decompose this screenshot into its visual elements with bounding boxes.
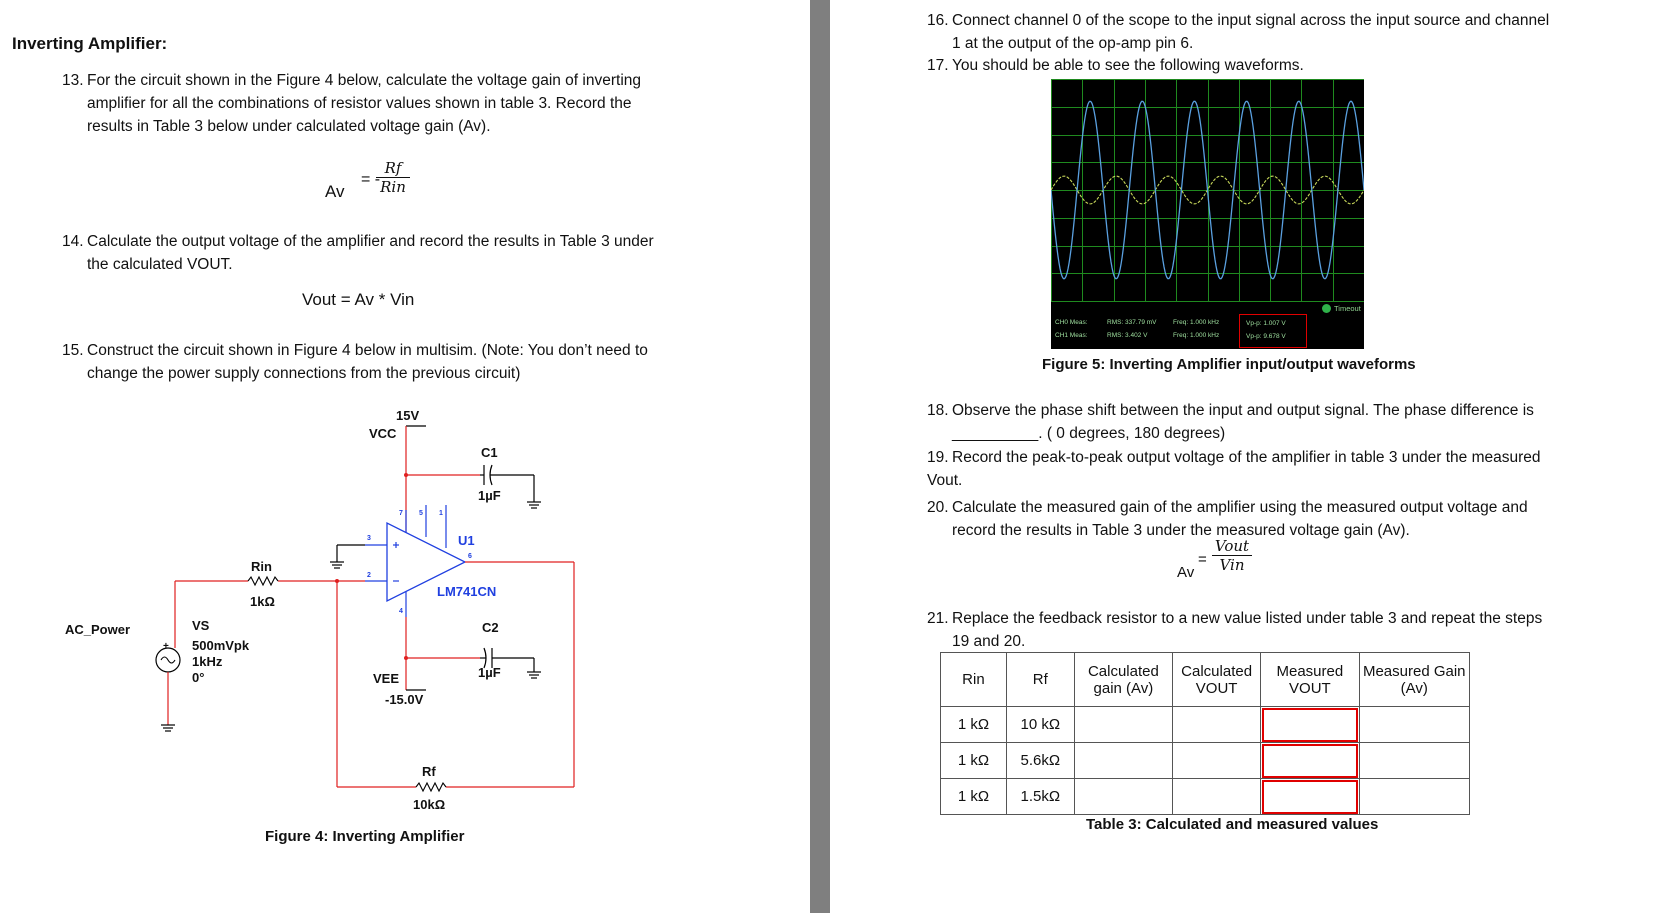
cell-measured-gain[interactable]	[1359, 779, 1470, 815]
rf-resistor	[416, 783, 446, 791]
step-14-line-1: Calculate the output voltage of the amplifier and record the results in Table 3 under	[87, 233, 654, 250]
ch1-rms: RMS: 3.402 V	[1107, 332, 1148, 339]
table-row	[941, 779, 1470, 815]
cell-rin: 1 kΩ	[941, 743, 1007, 779]
cell-calculated-gain[interactable]	[1074, 743, 1172, 779]
formula-1-lhs: Av	[325, 182, 345, 201]
formula-1-eq: = -	[361, 171, 381, 188]
ch1-vpp: Vp-p: 9.678 V	[1246, 333, 1286, 340]
timeout-label: Timeout	[1334, 304, 1361, 313]
left-page	[0, 0, 810, 913]
formula-3-fraction	[1212, 537, 1252, 574]
rin-label: Rin	[251, 559, 272, 574]
step-21-number: 21.	[927, 610, 949, 627]
step-18-options: . ( 0 degrees, 180 degrees)	[1038, 425, 1226, 442]
figure-4-caption: Figure 4: Inverting Amplifier	[265, 828, 465, 845]
ch0-meas-label: CH0 Meas:	[1055, 319, 1088, 326]
pin-6: 6	[468, 553, 472, 560]
step-14-line-2: the calculated VOUT.	[87, 256, 233, 273]
source-ref: VS	[192, 618, 210, 633]
source-phase: 0°	[192, 670, 205, 685]
step-15-line-1: Construct the circuit shown in Figure 4 below in multisim. (Note: You don’t need to	[87, 342, 648, 359]
u1-part: LM741CN	[437, 584, 497, 599]
step-14-number: 14.	[62, 233, 84, 250]
timeout-indicator-icon	[1322, 304, 1331, 313]
cell-rf: 10 kΩ	[1006, 707, 1074, 743]
step-21-line-2: 19 and 20.	[952, 633, 1026, 650]
header-measured-vout: Measured VOUT	[1261, 653, 1359, 707]
pin-2: 2	[367, 572, 371, 579]
formula-2: Vout = Av * Vin	[302, 290, 415, 309]
cell-calculated-vout[interactable]	[1173, 707, 1261, 743]
source-frequency: 1kHz	[192, 654, 223, 669]
vpp-highlight-box	[1239, 314, 1307, 348]
vcc-value: 15V	[396, 408, 420, 423]
cell-calculated-vout[interactable]	[1173, 743, 1261, 779]
step-21-text	[952, 607, 1652, 653]
step-13-line-2: amplifier for all the combinations of resistor values shown in table 3. Record the	[87, 95, 632, 112]
right-page	[830, 0, 1668, 913]
step-13-line-3: results in Table 3 below under calculated voltage gain (Av).	[87, 118, 491, 135]
c2-value: 1µF	[478, 665, 501, 680]
table-row	[941, 743, 1470, 779]
table-3-caption: Table 3: Calculated and measured values	[1086, 816, 1379, 833]
rf-value: 10kΩ	[413, 797, 446, 812]
figure-5-caption: Figure 5: Inverting Amplifier input/output waveforms	[1042, 356, 1416, 373]
vee-value: -15.0V	[385, 692, 424, 707]
cell-rin: 1 kΩ	[941, 707, 1007, 743]
step-18-text	[952, 399, 1652, 445]
pin-1: 1	[439, 510, 443, 517]
step-16-line-2: 1 at the output of the op-amp pin 6.	[952, 35, 1194, 52]
cell-rin: 1 kΩ	[941, 779, 1007, 815]
step-18-number: 18.	[927, 402, 949, 419]
sine-icon	[161, 657, 175, 663]
scope-plot	[1051, 79, 1364, 349]
ch1-freq: Freq: 1.000 kHz	[1173, 332, 1220, 339]
c1-label: C1	[481, 445, 498, 460]
step-20-number: 20.	[927, 499, 949, 516]
cell-rf: 5.6kΩ	[1006, 743, 1074, 779]
cell-measured-vout[interactable]	[1261, 707, 1359, 743]
formula-1-numerator: Rf	[376, 159, 410, 178]
rin-value: 1kΩ	[250, 594, 275, 609]
header-measured-gain: Measured Gain (Av)	[1359, 653, 1470, 707]
step-13-number: 13.	[62, 72, 84, 89]
source-name: AC_Power	[65, 622, 131, 637]
step-19-line-2: Vout.	[927, 472, 963, 489]
c1-value: 1µF	[478, 488, 501, 503]
header-rf: Rf	[1006, 653, 1074, 707]
formula-1-denominator: Rin	[380, 178, 406, 196]
header-calculated-vout: Calculated VOUT	[1173, 653, 1261, 707]
formula-3-lhs: Av	[1177, 564, 1195, 581]
ch0-freq: Freq: 1.000 kHz	[1173, 319, 1220, 326]
formula-3-eq: =	[1198, 551, 1207, 568]
circuit-schematic	[0, 0, 810, 913]
step-15-number: 15.	[62, 342, 84, 359]
header-calculated-gain: Calculated gain (Av)	[1074, 653, 1172, 707]
source-plus-sign: +	[163, 641, 169, 652]
source-amplitude: 500mVpk	[192, 638, 250, 653]
ch0-vpp: Vp-p: 1.007 V	[1246, 320, 1286, 327]
step-21-line-1: Replace the feedback resistor to a new value listed under table 3 and repeat the steps	[952, 610, 1543, 627]
step-18-line-2	[952, 422, 1652, 445]
step-17-number: 17.	[927, 57, 949, 74]
rin-resistor	[248, 577, 278, 585]
oscilloscope-screen	[1051, 79, 1364, 349]
step-19-number: 19.	[927, 449, 949, 466]
step-16-text	[952, 9, 1652, 55]
table-header-row	[941, 653, 1470, 707]
page-divider	[810, 0, 830, 913]
section-heading: Inverting Amplifier:	[12, 34, 168, 53]
pin-3: 3	[367, 535, 371, 542]
header-rin: Rin	[941, 653, 1007, 707]
vcc-junction	[404, 473, 408, 477]
c2-label: C2	[482, 620, 499, 635]
step-16-line-1: Connect channel 0 of the scope to the input signal across the input source and channel	[952, 12, 1550, 29]
cell-measured-vout[interactable]	[1261, 779, 1359, 815]
u1-label: U1	[458, 533, 475, 548]
vee-junction	[404, 656, 408, 660]
step-15-line-2: change the power supply connections from the previous circuit)	[87, 365, 521, 382]
table-3	[940, 652, 1470, 815]
vcc-label: VCC	[369, 426, 397, 441]
cell-rf: 1.5kΩ	[1006, 779, 1074, 815]
step-20-line-1: Calculate the measured gain of the amplifier using the measured output voltage and	[952, 499, 1528, 516]
step-13-line-1: For the circuit shown in the Figure 4 below, calculate the voltage gain of inverting	[87, 72, 642, 89]
pin-7: 7	[399, 510, 403, 517]
step-19-line-1: Record the peak-to-peak output voltage of the amplifier in table 3 under the measured	[952, 449, 1541, 466]
phase-answer-blank[interactable]: __________	[952, 425, 1039, 442]
ch0-rms: RMS: 337.79 mV	[1107, 319, 1157, 326]
cell-calculated-gain[interactable]	[1074, 779, 1172, 815]
cell-calculated-vout[interactable]	[1173, 779, 1261, 815]
formula-3-denominator: Vin	[1219, 556, 1245, 574]
cell-measured-vout[interactable]	[1261, 743, 1359, 779]
pin-5: 5	[419, 510, 423, 517]
rf-label: Rf	[422, 764, 436, 779]
step-16-number: 16.	[927, 12, 949, 29]
step-20-text	[952, 496, 1652, 542]
cell-measured-gain[interactable]	[1359, 707, 1470, 743]
cell-calculated-gain[interactable]	[1074, 707, 1172, 743]
cell-measured-gain[interactable]	[1359, 743, 1470, 779]
step-18-line-1: Observe the phase shift between the input and output signal. The phase difference is	[952, 402, 1534, 419]
pin-4: 4	[399, 608, 403, 615]
table-row	[941, 707, 1470, 743]
step-20-line-2: record the results in Table 3 under the measured voltage gain (Av).	[952, 522, 1410, 539]
vee-label: VEE	[373, 671, 400, 686]
formula-3-numerator: Vout	[1212, 537, 1252, 556]
step-17-text: You should be able to see the following waveforms.	[952, 57, 1304, 74]
ch1-meas-label: CH1 Meas:	[1055, 332, 1088, 339]
